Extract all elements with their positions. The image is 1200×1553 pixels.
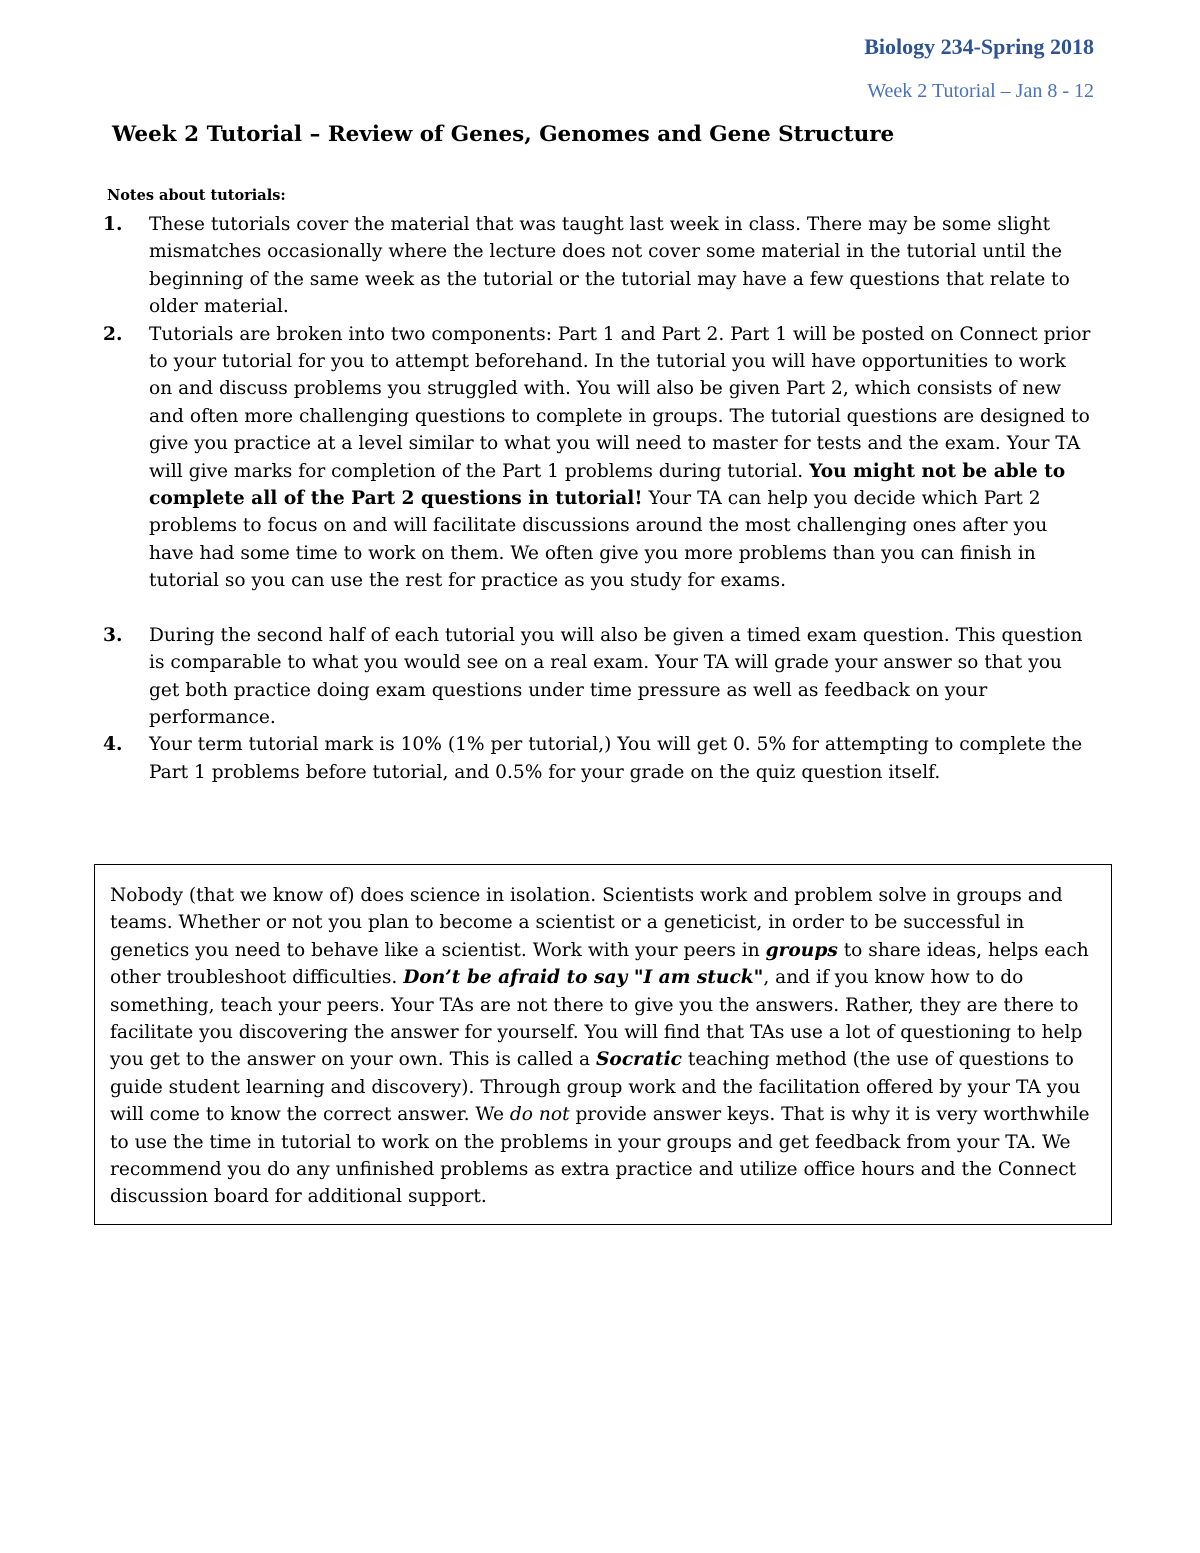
item-text: During the second half of each tutorial you will also be given a timed exam question. This question is comparable to what you would see on a real exam. Your TA will grade your answer so that you get both practice doing exam questions under time pressure as well as feedback on your performance. [149,624,1083,728]
notes-item-4 [103,731,1093,786]
item-number: 2. [103,323,123,345]
callout-text-part: to share ideas, helps each other troubleshoot difficulties. [110,939,1089,989]
callout-emphasis: Don’t be afraid to say "I am stuck" [403,967,764,989]
item-text-part: Tutorials are broken into two components: Part 1 and Part 2. Part 1 will be posted on Connect prior to your tutorial for you to attempt beforehand. In the tutorial you will have opportunities to work on and discuss problems you struggled with. You will also be given Part 2, which consists of new and often more challenging questions to complete in groups. The tutorial questions are designed to give you practice at a level similar to what you will need to master for tests and the exam. Your TA will give marks for completion of the Part 1 problems during tutorial. [149,323,1091,482]
callout-box [94,864,1112,1225]
item-bold-warning: You might not be able to complete all of the Part 2 questions in tutorial! [149,460,1066,510]
item-number: 4. [103,734,123,756]
notes-item-1 [103,211,1093,321]
notes-list [103,211,1093,786]
item-text [149,324,1090,592]
notes-heading: Notes about tutorials: [107,187,286,204]
item-text: These tutorials cover the material that was taught last week in class. There may be some slight mismatches occasionally where the lecture does not cover some material in the tutorial until the beginning of the same week as the tutorial or the tutorial may have a few questions that relate to older material. [149,214,1070,318]
callout-text-part: teaching method (the use of questions to guide student learning and discovery). Through group work and the facilitation offered by your TA you will come to know the correct answer. We [110,1049,1081,1126]
callout-emphasis: do not [509,1104,570,1126]
callout-emphasis: Socratic [595,1049,682,1071]
callout-text [110,882,1095,1211]
callout-text-part: Nobody (that we know of) does science in isolation. Scientists work and problem solve in groups and teams. Whether or not you plan to become a scientist or a geneticist, in order to be successful in genetics you need to behave like a scientist. Work with your peers in [110,885,1063,961]
notes-item-2 [103,321,1093,595]
week-header: Week 2 Tutorial – Jan 8 - 12 [867,80,1094,102]
page-title: Week 2 Tutorial – Review of Genes, Genomes and Gene Structure [112,122,895,147]
item-number: 3. [103,624,123,646]
item-text: Your term tutorial mark is 10% (1% per tutorial,) You will get 0. 5% for attempting to complete the Part 1 problems before tutorial, and 0.5% for your grade on the quiz question itself. [149,734,1083,783]
item-number: 1. [103,214,123,235]
callout-emphasis: groups [765,939,838,961]
callout-text-part: , and if you know how to do something, teach your peers. Your TAs are not there to give you the answers. Rather, they are there to facilitate you discovering the answer for yourself. You will find that TAs use a lot of questioning to help you get to the answer on your own. This is called a [110,967,1083,1071]
course-header: Biology 234-Spring 2018 [864,34,1094,59]
callout-text-part: provide answer keys. That is why it is very worthwhile to use the time in tutorial to work on the problems in your groups and get feedback from your TA. We recommend you do any unfinished problems as extra practice and utilize office hours and the Connect discussion board for additional support. [110,1104,1090,1208]
item-text-part: Your TA can help you decide which Part 2 problems to focus on and will facilitate discussions around the most challenging ones after you have had some time to work on them. We often give you more problems than you can finish in tutorial so you can use the rest for practice as you study for exams. [149,488,1048,592]
notes-item-3 [103,622,1093,732]
